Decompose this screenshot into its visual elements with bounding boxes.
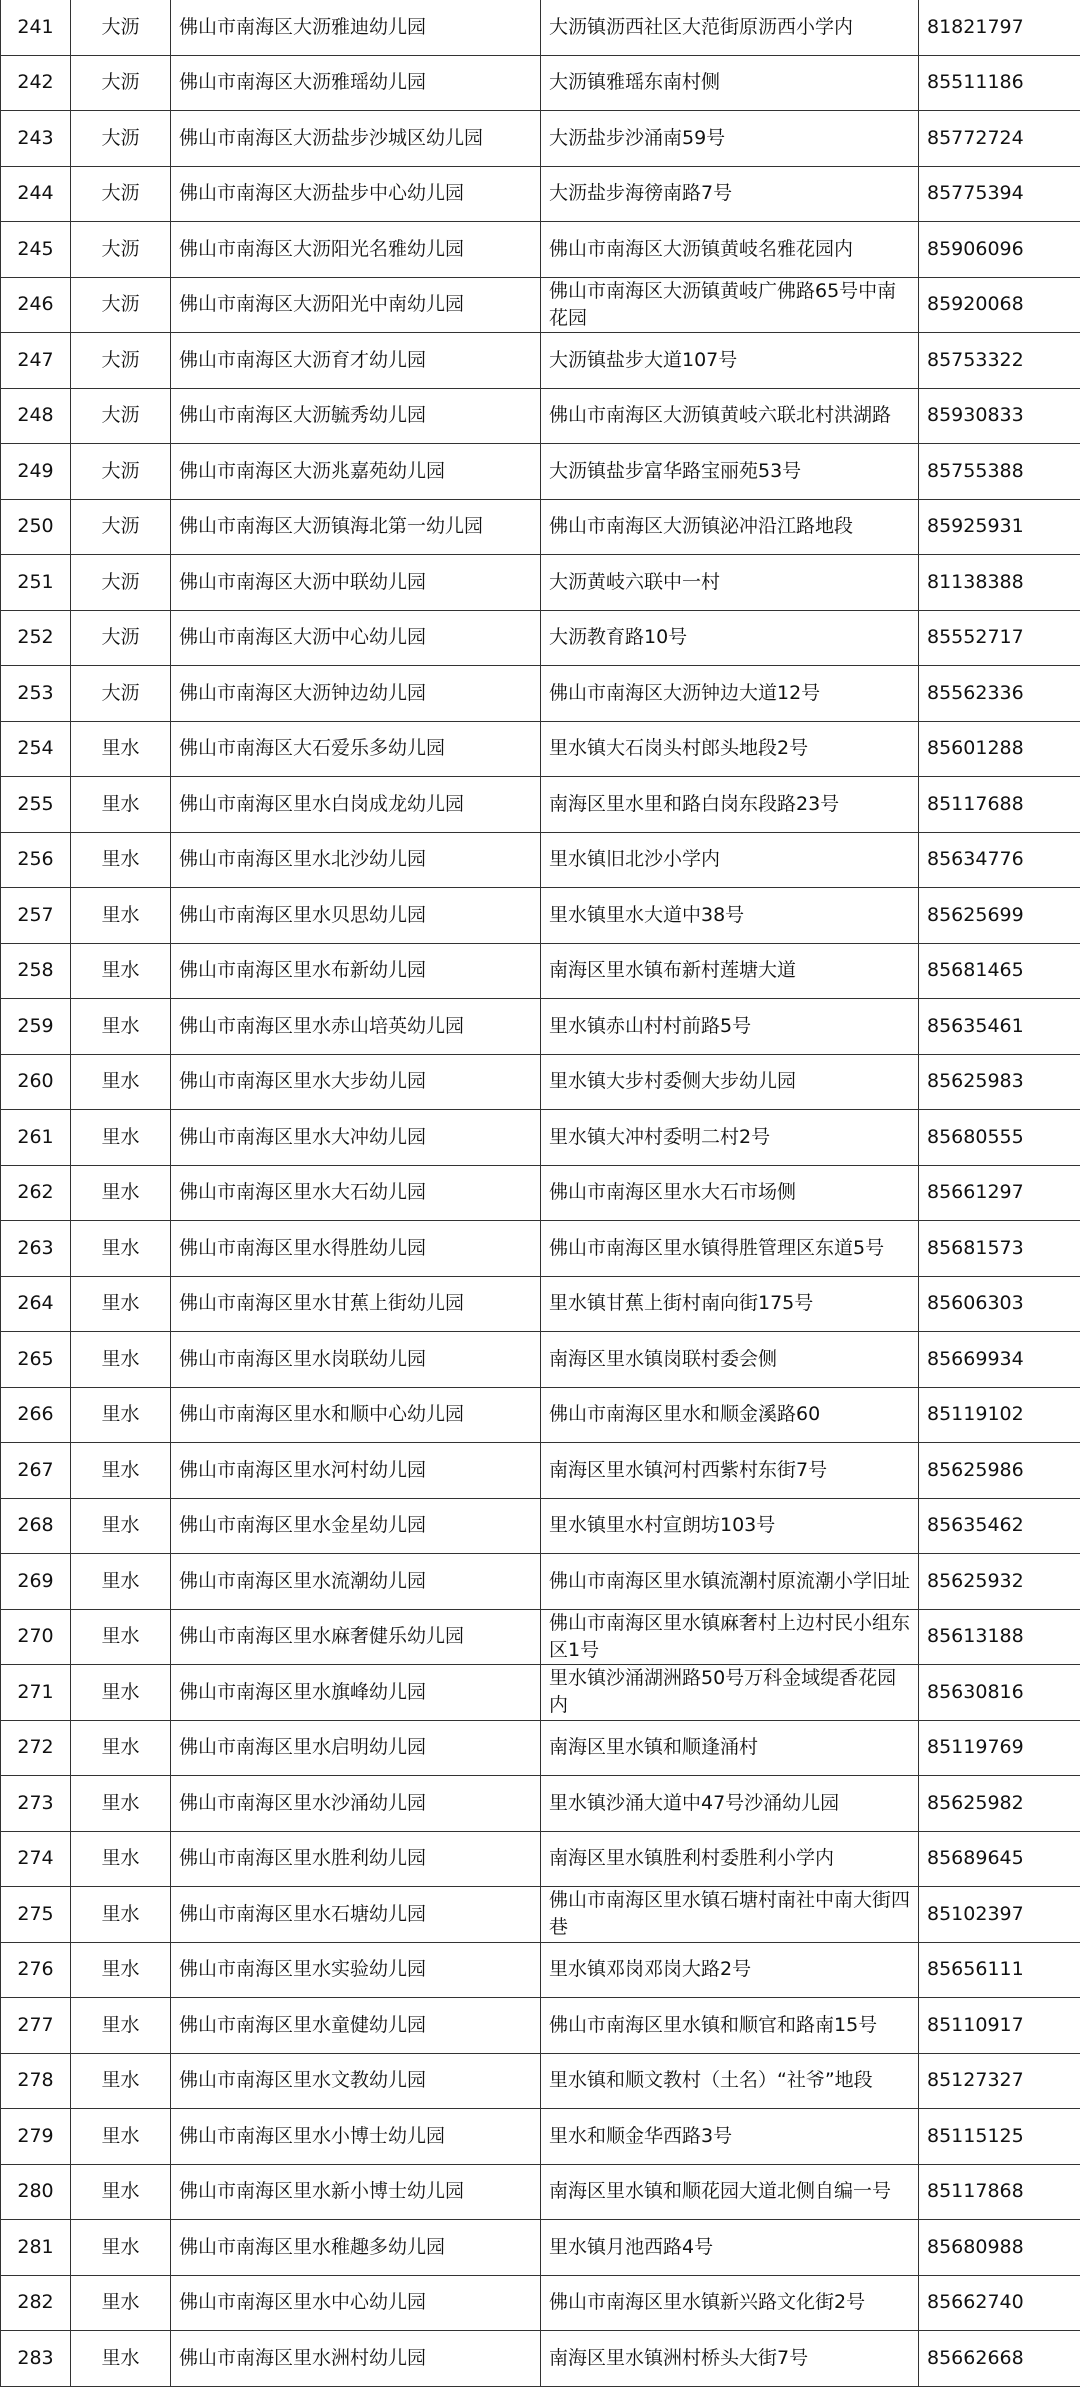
phone-cell: 85115125 — [919, 2109, 1080, 2165]
row-number-cell: 280 — [1, 2164, 71, 2220]
phone-cell: 85119102 — [919, 1387, 1080, 1443]
address-cell: 大沥盐步海徬南路7号 — [541, 166, 919, 222]
phone-cell: 85606303 — [919, 1276, 1080, 1332]
table-row — [1, 1054, 1080, 1110]
town-cell: 大沥 — [71, 277, 171, 333]
town-cell: 里水 — [71, 1554, 171, 1610]
address-cell: 里水镇大步村委侧大步幼儿园 — [541, 1054, 919, 1110]
table-row — [1, 388, 1080, 444]
table-row — [1, 1165, 1080, 1221]
row-number-cell: 282 — [1, 2275, 71, 2331]
row-number-cell: 262 — [1, 1165, 71, 1221]
kindergarten-name-cell: 佛山市南海区里水金星幼儿园 — [171, 1498, 541, 1554]
address-cell: 佛山市南海区里水和顺金溪路60 — [541, 1387, 919, 1443]
kindergarten-name-cell: 佛山市南海区大沥兆嘉苑幼儿园 — [171, 444, 541, 500]
table-row — [1, 721, 1080, 777]
town-cell: 里水 — [71, 1054, 171, 1110]
town-cell: 大沥 — [71, 333, 171, 389]
kindergarten-name-cell: 佛山市南海区里水大石幼儿园 — [171, 1165, 541, 1221]
kindergarten-name-cell: 佛山市南海区大沥盐步中心幼儿园 — [171, 166, 541, 222]
row-number-cell: 263 — [1, 1221, 71, 1277]
row-number-cell: 244 — [1, 166, 71, 222]
phone-cell: 85552717 — [919, 610, 1080, 666]
address-cell: 里水镇里水村宣朗坊103号 — [541, 1498, 919, 1554]
phone-cell: 85680988 — [919, 2220, 1080, 2276]
kindergarten-name-cell: 佛山市南海区里水新小博士幼儿园 — [171, 2164, 541, 2220]
table-row — [1, 1609, 1080, 1665]
table-row — [1, 1998, 1080, 2054]
town-cell: 大沥 — [71, 499, 171, 555]
kindergarten-name-cell: 佛山市南海区大沥毓秀幼儿园 — [171, 388, 541, 444]
address-cell: 南海区里水镇胜利村委胜利小学内 — [541, 1831, 919, 1887]
address-cell: 佛山市南海区里水镇麻奢村上边村民小组东区1号 — [541, 1609, 919, 1665]
address-cell: 南海区里水镇洲村桥头大街7号 — [541, 2331, 919, 2387]
town-cell: 里水 — [71, 1332, 171, 1388]
table-row — [1, 1720, 1080, 1776]
phone-cell: 85625982 — [919, 1776, 1080, 1832]
row-number-cell: 250 — [1, 499, 71, 555]
phone-cell: 85681465 — [919, 943, 1080, 999]
phone-cell: 85625699 — [919, 888, 1080, 944]
row-number-cell: 245 — [1, 222, 71, 278]
table-row — [1, 1332, 1080, 1388]
kindergarten-name-cell: 佛山市南海区里水北沙幼儿园 — [171, 832, 541, 888]
row-number-cell: 266 — [1, 1387, 71, 1443]
town-cell: 里水 — [71, 1498, 171, 1554]
phone-cell: 85661297 — [919, 1165, 1080, 1221]
table-row — [1, 2220, 1080, 2276]
phone-cell: 85755388 — [919, 444, 1080, 500]
kindergarten-name-cell: 佛山市南海区里水麻奢健乐幼儿园 — [171, 1609, 541, 1665]
address-cell: 南海区里水镇岗联村委会侧 — [541, 1332, 919, 1388]
town-cell: 里水 — [71, 1110, 171, 1166]
address-cell: 佛山市南海区里水大石市场侧 — [541, 1165, 919, 1221]
row-number-cell: 269 — [1, 1554, 71, 1610]
phone-cell: 85625932 — [919, 1554, 1080, 1610]
town-cell: 里水 — [71, 1776, 171, 1832]
table-row — [1, 777, 1080, 833]
row-number-cell: 258 — [1, 943, 71, 999]
phone-cell: 85680555 — [919, 1110, 1080, 1166]
phone-cell: 85119769 — [919, 1720, 1080, 1776]
town-cell: 里水 — [71, 999, 171, 1055]
phone-cell: 85925931 — [919, 499, 1080, 555]
row-number-cell: 253 — [1, 666, 71, 722]
address-cell: 里水镇旧北沙小学内 — [541, 832, 919, 888]
phone-cell: 85127327 — [919, 2053, 1080, 2109]
phone-cell: 85775394 — [919, 166, 1080, 222]
town-cell: 里水 — [71, 2053, 171, 2109]
table-row — [1, 1498, 1080, 1554]
kindergarten-name-cell: 佛山市南海区里水小博士幼儿园 — [171, 2109, 541, 2165]
address-cell: 南海区里水里和路白岗东段路23号 — [541, 777, 919, 833]
table-row — [1, 555, 1080, 611]
table-row — [1, 1831, 1080, 1887]
kindergarten-name-cell: 佛山市南海区里水实验幼儿园 — [171, 1942, 541, 1998]
row-number-cell: 264 — [1, 1276, 71, 1332]
row-number-cell: 281 — [1, 2220, 71, 2276]
town-cell: 大沥 — [71, 55, 171, 111]
town-cell: 里水 — [71, 1609, 171, 1665]
phone-cell: 85669934 — [919, 1332, 1080, 1388]
town-cell: 大沥 — [71, 388, 171, 444]
row-number-cell: 247 — [1, 333, 71, 389]
kindergarten-name-cell: 佛山市南海区里水白岗成龙幼儿园 — [171, 777, 541, 833]
kindergarten-name-cell: 佛山市南海区大沥雅瑶幼儿园 — [171, 55, 541, 111]
address-cell: 里水镇邓岗邓岗大路2号 — [541, 1942, 919, 1998]
kindergarten-name-cell: 佛山市南海区里水岗联幼儿园 — [171, 1332, 541, 1388]
phone-cell: 85110917 — [919, 1998, 1080, 2054]
row-number-cell: 265 — [1, 1332, 71, 1388]
table-row — [1, 111, 1080, 167]
kindergarten-name-cell: 佛山市南海区里水贝思幼儿园 — [171, 888, 541, 944]
kindergarten-name-cell: 佛山市南海区里水甘蕉上街幼儿园 — [171, 1276, 541, 1332]
town-cell: 里水 — [71, 1443, 171, 1499]
row-number-cell: 251 — [1, 555, 71, 611]
kindergarten-name-cell: 佛山市南海区大沥阳光名雅幼儿园 — [171, 222, 541, 278]
address-cell: 里水镇赤山村村前路5号 — [541, 999, 919, 1055]
kindergarten-name-cell: 佛山市南海区大石爱乐多幼儿园 — [171, 721, 541, 777]
table-row — [1, 2275, 1080, 2331]
town-cell: 大沥 — [71, 166, 171, 222]
phone-cell: 85635461 — [919, 999, 1080, 1055]
phone-cell: 85625983 — [919, 1054, 1080, 1110]
kindergarten-name-cell: 佛山市南海区里水和顺中心幼儿园 — [171, 1387, 541, 1443]
kindergarten-name-cell: 佛山市南海区里水稚趣多幼儿园 — [171, 2220, 541, 2276]
town-cell: 里水 — [71, 1221, 171, 1277]
kindergarten-name-cell: 佛山市南海区里水河村幼儿园 — [171, 1443, 541, 1499]
row-number-cell: 257 — [1, 888, 71, 944]
row-number-cell: 249 — [1, 444, 71, 500]
town-cell: 里水 — [71, 1942, 171, 1998]
address-cell: 南海区里水镇布新村莲塘大道 — [541, 943, 919, 999]
kindergarten-name-cell: 佛山市南海区里水童健幼儿园 — [171, 1998, 541, 2054]
row-number-cell: 255 — [1, 777, 71, 833]
kindergarten-name-cell: 佛山市南海区大沥中联幼儿园 — [171, 555, 541, 611]
town-cell: 里水 — [71, 1276, 171, 1332]
town-cell: 里水 — [71, 2275, 171, 2331]
town-cell: 里水 — [71, 888, 171, 944]
address-cell: 里水镇里水大道中38号 — [541, 888, 919, 944]
kindergarten-name-cell: 佛山市南海区里水大冲幼儿园 — [171, 1110, 541, 1166]
town-cell: 里水 — [71, 2109, 171, 2165]
kindergarten-name-cell: 佛山市南海区大沥盐步沙城区幼儿园 — [171, 111, 541, 167]
table-row — [1, 166, 1080, 222]
kindergarten-name-cell: 佛山市南海区里水流潮幼儿园 — [171, 1554, 541, 1610]
row-number-cell: 248 — [1, 388, 71, 444]
phone-cell: 85753322 — [919, 333, 1080, 389]
phone-cell: 85635462 — [919, 1498, 1080, 1554]
row-number-cell: 279 — [1, 2109, 71, 2165]
row-number-cell: 252 — [1, 610, 71, 666]
address-cell: 大沥镇盐步富华路宝丽苑53号 — [541, 444, 919, 500]
phone-cell: 85630816 — [919, 1665, 1080, 1721]
address-cell: 南海区里水镇河村西紫村东街7号 — [541, 1443, 919, 1499]
table-row — [1, 2164, 1080, 2220]
row-number-cell: 267 — [1, 1443, 71, 1499]
address-cell: 佛山市南海区大沥镇泌冲沿江路地段 — [541, 499, 919, 555]
town-cell: 里水 — [71, 1998, 171, 2054]
table-row — [1, 2053, 1080, 2109]
table-row — [1, 222, 1080, 278]
row-number-cell: 241 — [1, 0, 71, 55]
kindergarten-name-cell: 佛山市南海区里水沙涌幼儿园 — [171, 1776, 541, 1832]
phone-cell: 85102397 — [919, 1887, 1080, 1943]
address-cell: 佛山市南海区大沥钟边大道12号 — [541, 666, 919, 722]
address-cell: 里水镇月池西路4号 — [541, 2220, 919, 2276]
row-number-cell: 271 — [1, 1665, 71, 1721]
address-cell: 里水镇和顺文教村（土名）“社爷”地段 — [541, 2053, 919, 2109]
address-cell: 大沥镇盐步大道107号 — [541, 333, 919, 389]
row-number-cell: 261 — [1, 1110, 71, 1166]
kindergarten-name-cell: 佛山市南海区大沥雅迪幼儿园 — [171, 0, 541, 55]
town-cell: 里水 — [71, 1387, 171, 1443]
table-row — [1, 1665, 1080, 1721]
table-row — [1, 1387, 1080, 1443]
phone-cell: 81138388 — [919, 555, 1080, 611]
town-cell: 里水 — [71, 777, 171, 833]
town-cell: 里水 — [71, 1720, 171, 1776]
row-number-cell: 272 — [1, 1720, 71, 1776]
town-cell: 大沥 — [71, 555, 171, 611]
row-number-cell: 276 — [1, 1942, 71, 1998]
phone-cell: 85689645 — [919, 1831, 1080, 1887]
table-row — [1, 55, 1080, 111]
address-cell: 佛山市南海区里水镇得胜管理区东道5号 — [541, 1221, 919, 1277]
table-row — [1, 1276, 1080, 1332]
table-row — [1, 1221, 1080, 1277]
phone-cell: 85634776 — [919, 832, 1080, 888]
address-cell: 里水镇大冲村委明二村2号 — [541, 1110, 919, 1166]
table-body — [1, 0, 1080, 2386]
town-cell: 里水 — [71, 943, 171, 999]
address-cell: 大沥镇沥西社区大范街原沥西小学内 — [541, 0, 919, 55]
row-number-cell: 260 — [1, 1054, 71, 1110]
kindergarten-name-cell: 佛山市南海区里水布新幼儿园 — [171, 943, 541, 999]
phone-cell: 85511186 — [919, 55, 1080, 111]
table-row — [1, 0, 1080, 55]
kindergarten-name-cell: 佛山市南海区里水得胜幼儿园 — [171, 1221, 541, 1277]
table-row — [1, 999, 1080, 1055]
town-cell: 大沥 — [71, 610, 171, 666]
address-cell: 里水镇沙涌湖洲路50号万科金域缇香花园内 — [541, 1665, 919, 1721]
table-row — [1, 1776, 1080, 1832]
town-cell: 里水 — [71, 721, 171, 777]
kindergarten-name-cell: 佛山市南海区里水旗峰幼儿园 — [171, 1665, 541, 1721]
address-cell: 大沥教育路10号 — [541, 610, 919, 666]
kindergarten-name-cell: 佛山市南海区里水石塘幼儿园 — [171, 1887, 541, 1943]
table-row — [1, 499, 1080, 555]
address-cell: 里水镇大石岗头村郎头地段2号 — [541, 721, 919, 777]
row-number-cell: 268 — [1, 1498, 71, 1554]
table-row — [1, 610, 1080, 666]
kindergarten-name-cell: 佛山市南海区里水洲村幼儿园 — [171, 2331, 541, 2387]
kindergarten-name-cell: 佛山市南海区里水胜利幼儿园 — [171, 1831, 541, 1887]
table-row — [1, 943, 1080, 999]
table-row — [1, 666, 1080, 722]
town-cell: 大沥 — [71, 111, 171, 167]
town-cell: 里水 — [71, 1887, 171, 1943]
table-row — [1, 333, 1080, 389]
address-cell: 大沥黄岐六联中一村 — [541, 555, 919, 611]
address-cell: 佛山市南海区大沥镇黄岐名雅花园内 — [541, 222, 919, 278]
address-cell: 佛山市南海区里水镇石塘村南社中南大街四巷 — [541, 1887, 919, 1943]
town-cell: 里水 — [71, 2220, 171, 2276]
phone-cell: 85601288 — [919, 721, 1080, 777]
address-cell: 里水镇沙涌大道中47号沙涌幼儿园 — [541, 1776, 919, 1832]
kindergarten-name-cell: 佛山市南海区里水中心幼儿园 — [171, 2275, 541, 2331]
kindergarten-name-cell: 佛山市南海区大沥阳光中南幼儿园 — [171, 277, 541, 333]
town-cell: 里水 — [71, 832, 171, 888]
address-cell: 里水和顺金华西路3号 — [541, 2109, 919, 2165]
address-cell: 大沥镇雅瑶东南村侧 — [541, 55, 919, 111]
table-row — [1, 832, 1080, 888]
row-number-cell: 273 — [1, 1776, 71, 1832]
table-row — [1, 2331, 1080, 2387]
table-row — [1, 1554, 1080, 1610]
row-number-cell: 275 — [1, 1887, 71, 1943]
row-number-cell: 256 — [1, 832, 71, 888]
address-cell: 佛山市南海区里水镇新兴路文化街2号 — [541, 2275, 919, 2331]
address-cell: 里水镇甘蕉上街村南向街175号 — [541, 1276, 919, 1332]
table-row — [1, 444, 1080, 500]
town-cell: 里水 — [71, 1165, 171, 1221]
kindergarten-name-cell: 佛山市南海区里水文教幼儿园 — [171, 2053, 541, 2109]
row-number-cell: 243 — [1, 111, 71, 167]
table-row — [1, 888, 1080, 944]
kindergarten-name-cell: 佛山市南海区大沥育才幼儿园 — [171, 333, 541, 389]
phone-cell: 85562336 — [919, 666, 1080, 722]
table-row — [1, 277, 1080, 333]
kindergarten-name-cell: 佛山市南海区大沥镇海北第一幼儿园 — [171, 499, 541, 555]
address-cell: 大沥盐步沙涌南59号 — [541, 111, 919, 167]
kindergarten-name-cell: 佛山市南海区大沥钟边幼儿园 — [171, 666, 541, 722]
town-cell: 里水 — [71, 1831, 171, 1887]
row-number-cell: 277 — [1, 1998, 71, 2054]
town-cell: 大沥 — [71, 666, 171, 722]
address-cell: 佛山市南海区大沥镇黄岐广佛路65号中南花园 — [541, 277, 919, 333]
address-cell: 佛山市南海区里水镇流潮村原流潮小学旧址 — [541, 1554, 919, 1610]
phone-cell: 81821797 — [919, 0, 1080, 55]
row-number-cell: 278 — [1, 2053, 71, 2109]
kindergarten-name-cell: 佛山市南海区里水启明幼儿园 — [171, 1720, 541, 1776]
phone-cell: 85930833 — [919, 388, 1080, 444]
address-cell: 佛山市南海区大沥镇黄岐六联北村洪湖路 — [541, 388, 919, 444]
phone-cell: 85625986 — [919, 1443, 1080, 1499]
town-cell: 里水 — [71, 2331, 171, 2387]
address-cell: 南海区里水镇和顺花园大道北侧自编一号 — [541, 2164, 919, 2220]
town-cell: 大沥 — [71, 0, 171, 55]
row-number-cell: 270 — [1, 1609, 71, 1665]
phone-cell: 85772724 — [919, 111, 1080, 167]
table-row — [1, 1887, 1080, 1943]
phone-cell: 85656111 — [919, 1942, 1080, 1998]
town-cell: 里水 — [71, 1665, 171, 1721]
table-row — [1, 1110, 1080, 1166]
row-number-cell: 246 — [1, 277, 71, 333]
phone-cell: 85662668 — [919, 2331, 1080, 2387]
phone-cell: 85662740 — [919, 2275, 1080, 2331]
kindergarten-name-cell: 佛山市南海区里水赤山培英幼儿园 — [171, 999, 541, 1055]
table-row — [1, 1942, 1080, 1998]
row-number-cell: 283 — [1, 2331, 71, 2387]
kindergarten-name-cell: 佛山市南海区大沥中心幼儿园 — [171, 610, 541, 666]
table-row — [1, 1443, 1080, 1499]
row-number-cell: 274 — [1, 1831, 71, 1887]
row-number-cell: 259 — [1, 999, 71, 1055]
row-number-cell: 254 — [1, 721, 71, 777]
phone-cell: 85117688 — [919, 777, 1080, 833]
address-cell: 佛山市南海区里水镇和顺官和路南15号 — [541, 1998, 919, 2054]
row-number-cell: 242 — [1, 55, 71, 111]
phone-cell: 85920068 — [919, 277, 1080, 333]
phone-cell: 85906096 — [919, 222, 1080, 278]
phone-cell: 85613188 — [919, 1609, 1080, 1665]
address-cell: 南海区里水镇和顺逢涌村 — [541, 1720, 919, 1776]
town-cell: 大沥 — [71, 222, 171, 278]
phone-cell: 85117868 — [919, 2164, 1080, 2220]
kindergarten-name-cell: 佛山市南海区里水大步幼儿园 — [171, 1054, 541, 1110]
town-cell: 大沥 — [71, 444, 171, 500]
town-cell: 里水 — [71, 2164, 171, 2220]
phone-cell: 85681573 — [919, 1221, 1080, 1277]
table-row — [1, 2109, 1080, 2165]
